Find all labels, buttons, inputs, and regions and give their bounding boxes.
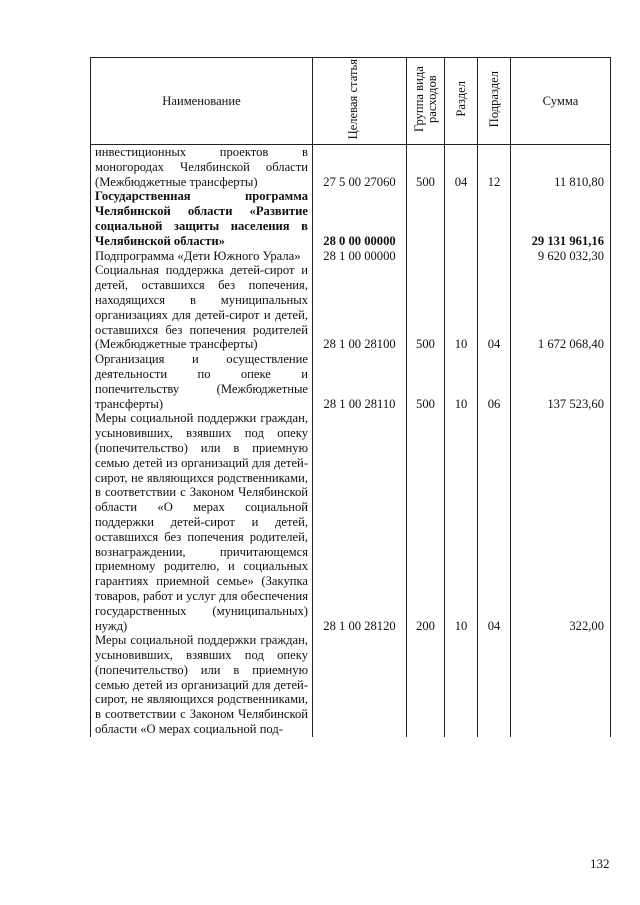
row-subsection xyxy=(478,189,511,248)
page-number: 132 xyxy=(590,856,610,871)
row-expense-group: 500 xyxy=(407,352,445,411)
row-subsection xyxy=(478,633,511,737)
row-subsection xyxy=(478,249,511,264)
row-target-article: 28 1 00 28120 xyxy=(313,411,407,633)
row-expense-group: 200 xyxy=(407,411,445,633)
row-amount xyxy=(511,633,611,737)
row-section: 10 xyxy=(445,352,478,411)
header-amount: Сумма xyxy=(511,58,611,145)
table-row xyxy=(91,249,611,264)
row-target-article: 28 1 00 28100 xyxy=(313,263,407,352)
row-section: 10 xyxy=(445,411,478,633)
budget-table xyxy=(90,57,611,737)
row-target-article: 28 0 00 00000 xyxy=(313,189,407,248)
row-amount: 9 620 032,30 xyxy=(511,249,611,264)
row-amount: 322,00 xyxy=(511,411,611,633)
row-target-article: 28 1 00 00000 xyxy=(313,249,407,264)
row-name: Социальная поддержка детей-сирот и детей, оставшихся без попечения, находящихся в муниципальных организациях для детей-сирот и детей, оставшихся без попечения родителей (Межбюджетные трансферты) xyxy=(91,263,313,352)
header-name: Наименование xyxy=(91,58,313,145)
row-target-article xyxy=(313,633,407,737)
row-expense-group xyxy=(407,633,445,737)
row-name: Меры социальной поддержки граждан, усыновивших, взявших под опеку (попечительство) или в приемную семью детей из организаций для детей-сирот, не являющихся родственниками, в соответствии с Законом Челябинской области «О мерах социальной под- xyxy=(91,633,313,737)
header-subsection-text: Подраздел xyxy=(486,70,501,128)
row-subsection: 06 xyxy=(478,352,511,411)
header-section xyxy=(445,58,478,145)
row-name: инвестиционных проектов в моногородах Челябинской области (Межбюджетные трансферты) xyxy=(91,145,313,190)
header-subsection xyxy=(478,58,511,145)
table-row xyxy=(91,352,611,411)
row-subsection: 12 xyxy=(478,145,511,190)
table-header-row xyxy=(91,58,611,145)
table-row xyxy=(91,189,611,248)
row-amount: 137 523,60 xyxy=(511,352,611,411)
header-section-text: Раздел xyxy=(453,81,468,117)
table-row xyxy=(91,411,611,633)
row-expense-group xyxy=(407,249,445,264)
row-expense-group: 500 xyxy=(407,145,445,190)
row-section xyxy=(445,633,478,737)
row-section xyxy=(445,189,478,248)
row-name: Меры социальной поддержки граждан, усыновивших, взявших под опеку (попечительство) или в приемную семью детей из организаций для детей-сирот, не являющихся родственниками, в соответствии с Законом Челябинской области «О мерах социальной поддержки детей-сирот и детей, оставшихся без попечения родителей, вознаграждении, причитающемся приемному родителю, и социальных гарантиях приемной семье» (Закупка товаров, работ и услуг для обеспечения государственных (муниципальных) нужд) xyxy=(91,411,313,633)
header-target-article-text: Целевая статья xyxy=(345,58,360,140)
row-section: 10 xyxy=(445,263,478,352)
table-row xyxy=(91,263,611,352)
row-name: Организация и осуществление деятельности по опеке и попечительству (Межбюджетные трансферты) xyxy=(91,352,313,411)
header-expense-group-text: Группа вида расходов xyxy=(411,66,439,132)
header-expense-group xyxy=(407,58,445,145)
row-name: Подпрограмма «Дети Южного Урала» xyxy=(91,249,313,264)
table-row xyxy=(91,633,611,737)
row-section: 04 xyxy=(445,145,478,190)
header-target-article xyxy=(313,58,407,145)
row-name: Государственная программа Челябинской области «Развитие социальной защиты населения в Челябинской области» xyxy=(91,189,313,248)
row-amount: 1 672 068,40 xyxy=(511,263,611,352)
row-section xyxy=(445,249,478,264)
row-target-article: 28 1 00 28110 xyxy=(313,352,407,411)
row-subsection: 04 xyxy=(478,263,511,352)
table-row xyxy=(91,145,611,190)
row-subsection: 04 xyxy=(478,411,511,633)
row-target-article: 27 5 00 27060 xyxy=(313,145,407,190)
row-expense-group: 500 xyxy=(407,263,445,352)
row-amount: 11 810,80 xyxy=(511,145,611,190)
row-expense-group xyxy=(407,189,445,248)
row-amount: 29 131 961,16 xyxy=(511,189,611,248)
